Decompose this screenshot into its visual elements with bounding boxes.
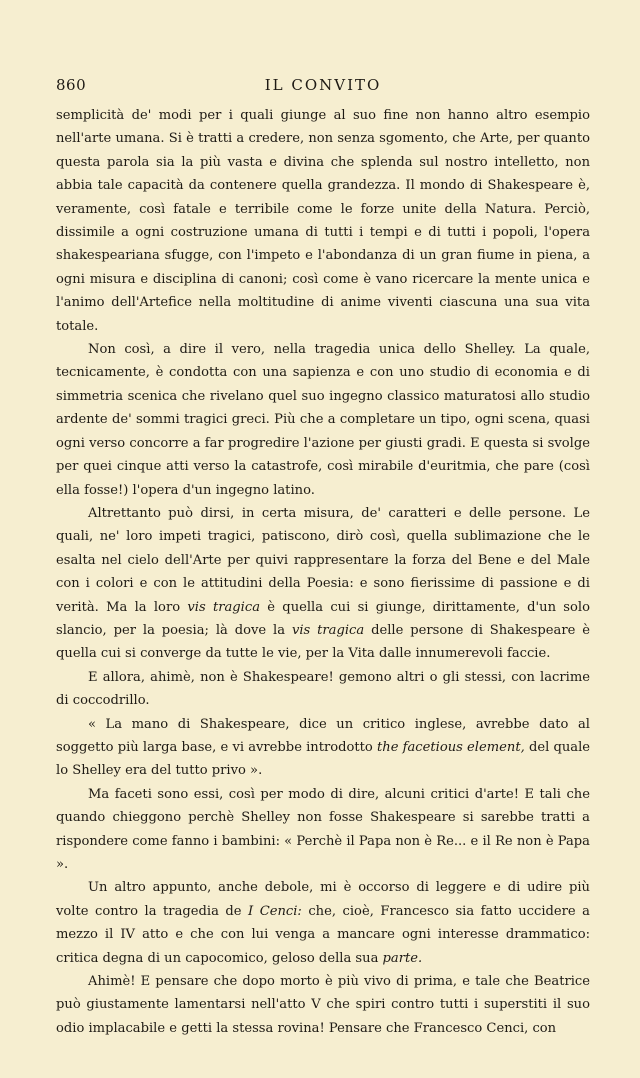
text-run: del quale lo Shelley era del tutto privo ». xyxy=(56,739,591,779)
text-run: delle persone di Shakespeare è quella cui si converge da tutte le vie, per la Vita dalle innumerevoli faccie. xyxy=(56,622,590,662)
paragraph xyxy=(56,783,590,877)
paragraph xyxy=(56,502,590,666)
paragraph xyxy=(56,104,590,338)
italic-text: the facetious element, xyxy=(377,739,525,755)
running-title: IL CONVITO xyxy=(264,76,382,94)
italic-text: parte. xyxy=(382,950,423,966)
text-run: è quella cui si giunge, dirittamente, d'un solo slancio, per la poesia; là dove la xyxy=(56,599,590,638)
page-number: 860 xyxy=(56,76,87,94)
text-run: Non così, a dire il vero, nella tragedia unica dello Shelley. La quale, tecnicamente, è condotta con una sapienza e con uno studio di economia e di simmetria scenica che rivelano quel suo ingegno classico maturatosi allo studio ardente de' sommi tragici greci. Più che a completare un tipo, ogni scena, quasi ogni verso concorre a far progredire l'azione per giusti gradi. E questa si svolge per quei cinque atti verso la catastrofe, così mirabile d'euritmia, che pare (così ella fosse!) l'opera d'un ingegno latino. xyxy=(56,342,590,498)
text-run: Altrettanto può dirsi, in certa misura, de' caratteri e delle persone. Le quali, ne' loro impeti tragici, patiscono, dirò così, quella sublimazione che le esalta nel cielo dell'Arte per quivi rappresentare la forza del Bene e del Male con i colori e con le attitudini della Poesia: e sono fierissime di passione e di verità. Ma la loro xyxy=(56,505,590,615)
paragraph xyxy=(56,876,590,970)
text-run: che, cioè, Francesco sia fatto uccidere a mezzo il IV atto e che con lui venga a mancare ogni interesse drammatico: critica degna di un capocomico, geloso della sua xyxy=(56,903,590,966)
page-header xyxy=(56,76,590,98)
paragraph xyxy=(56,970,590,1040)
paragraph xyxy=(56,713,590,783)
text-run: semplicità de' modi per i quali giunge al suo fine non hanno altro esempio nell'arte umana. Si è tratti a credere, non senza sgomento, che Arte, per quanto questa parola sia la più vasta e divina che splenda sul nostro intelletto, non abbia tale capacità da contenere quella grandezza. Il mondo di Shakespeare è, veramente, così fatale e terribile come le forze unite della Natura. Perciò, dissimile a ogni costruzione umana di tutti i tempi e di tutti i popoli, l'opera shakespeariana sfugge, con l'impeto e l'abondanza di un gran fiume in piena, a ogni misura e disciplina di canoni; così come è vano ricercare la mente unica e l'animo dell'Artefice nella moltitudine di anime viventi ciascuna una sua vita totale. xyxy=(56,108,590,334)
italic-text: vis tragica xyxy=(187,599,260,615)
body-text xyxy=(56,104,590,1040)
text-run: Un altro appunto, anche debole, mi è occorso di leggere e di udire più volte contro la tragedia de xyxy=(56,880,590,919)
text-run: E allora, ahimè, non è Shakespeare! gemono altri o gli stessi, con lacrime di coccodrillo. xyxy=(56,669,590,709)
text-run: Ahimè! E pensare che dopo morto è più vivo di prima, e tale che Beatrice può giustamente lamentarsi nell'atto V che spiri contro tutti i superstiti il suo odio implacabile e getti la stessa rovina! Pensare che Francesco Cenci, con xyxy=(56,974,590,1036)
italic-text: vis tragica xyxy=(291,622,365,638)
text-run: « La mano di Shakespeare, dice un critico inglese, avrebbe dato al soggetto più larga base, e vi avrebbe introdotto xyxy=(56,716,590,755)
paragraph xyxy=(56,666,590,713)
italic-text: I Cenci: xyxy=(248,903,302,919)
text-run: Ma faceti sono essi, così per modo di dire, alcuni critici d'arte! E tali che quando chieggono perchè Shelley non fosse Shakespeare si sarebbe tratti a rispondere come fanno i bambini: « Perchè il Papa non è Re... e il Re non è Papa ». xyxy=(56,786,590,872)
paragraph xyxy=(56,338,590,502)
